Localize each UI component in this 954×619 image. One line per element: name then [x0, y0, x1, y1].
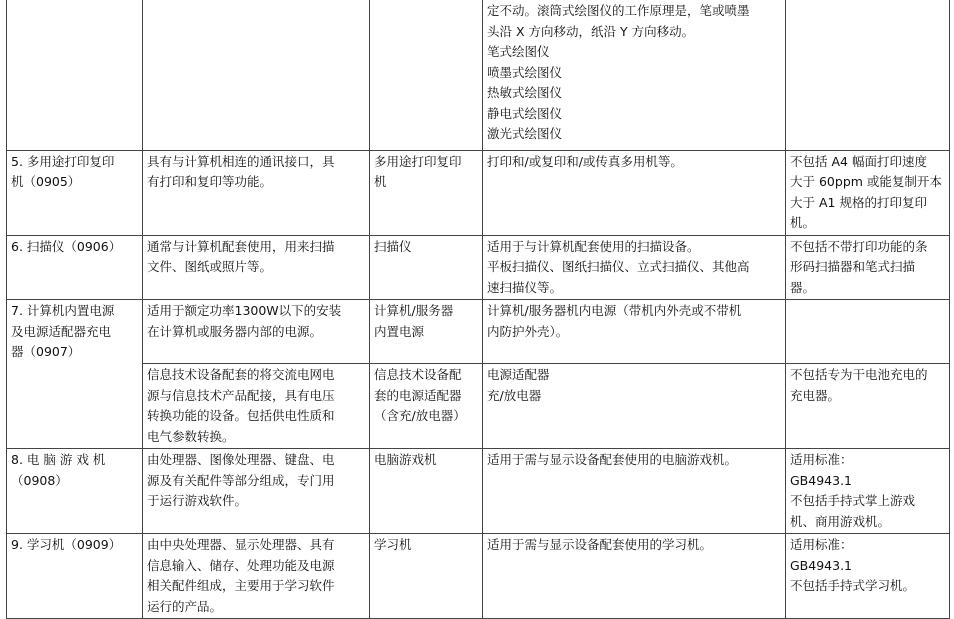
notes-cell [786, 0, 950, 150]
notes-cell [786, 534, 950, 619]
cell-text-line: 8. 电 脑 游 戏 机 [11, 452, 106, 467]
category-cell [7, 150, 143, 235]
cell-text-line: 机（0905） [11, 174, 81, 189]
cell-text-line: 电气参数转换。 [147, 428, 235, 444]
cell-text-line: 定不动。滚筒式绘图仪的工作原理是，笔或喷墨 [487, 3, 750, 18]
cell-text-line: 平板扫描仪、图纸扫描仪、立式扫描仪、其他高 [487, 259, 750, 274]
cell-text-line: 学习机 [374, 537, 412, 552]
cell-text-line: 不包括 A4 幅面打印速度 [790, 153, 927, 169]
cell-text-line: 信息技术设备配套的将交流电网电 [147, 367, 335, 382]
cell-text-line: 套的电源适配器 [374, 387, 462, 403]
cell-text-line: 机。 [790, 215, 816, 230]
cell-text-line: 扫描仪 [374, 238, 412, 254]
product-name-cell [370, 364, 483, 449]
product-name-cell [370, 235, 483, 300]
cell-text-line: 适用于额定功率1300W以下的安装 [147, 303, 342, 318]
description-cell [143, 364, 370, 449]
cell-text-line: 具有与计算机相连的通讯接口，具 [147, 153, 335, 169]
product-name-cell [370, 0, 483, 150]
cell-text-line: 适用于需与显示设备配套使用的学习机。 [487, 537, 713, 552]
cell-text-line: 适用于需与显示设备配套使用的电脑游戏机。 [487, 452, 738, 467]
cell-text-line: 文件、图纸或照片等。 [147, 259, 273, 274]
table-row [7, 0, 950, 150]
cell-text-line: 电源适配器 [487, 367, 550, 382]
category-cell [7, 0, 143, 150]
table-row [7, 150, 950, 235]
cell-text-line: 喷墨式绘图仪 [487, 64, 563, 80]
product-name-cell [370, 534, 483, 619]
cell-text-line: 不包括手持式掌上游戏 [790, 493, 916, 508]
cell-text-line: 运行的产品。 [147, 598, 223, 614]
category-cell [7, 300, 143, 364]
table-row [7, 364, 950, 449]
cell-text-line: 充电器。 [790, 387, 841, 403]
scope-cell [483, 235, 786, 300]
cell-text-line: 信息技术设备配 [374, 367, 462, 382]
cell-text-line: 形码扫描器和笔式扫描 [790, 259, 916, 274]
notes-cell [786, 235, 950, 300]
cell-text-line: 机、商用游戏机。 [790, 513, 891, 529]
notes-cell [786, 364, 950, 449]
cell-text-line: GB4943.1 [790, 472, 852, 488]
cell-text-line: 内防护外壳）。 [487, 323, 569, 339]
cell-text-line: 及电源适配器充电 [11, 323, 112, 339]
cell-text-line: 多用途打印复印 [374, 153, 462, 169]
cell-text-line: 静电式绘图仪 [487, 105, 563, 121]
cell-text-line: 有打印和复印等功能。 [147, 174, 273, 189]
cell-text-line: 适用标准： [790, 537, 853, 552]
cell-text-line: 打印和/或复印和/或传真多用机等。 [487, 153, 683, 169]
category-cell [7, 534, 143, 619]
cell-text-line: 计算机/服务器 [374, 303, 454, 318]
description-cell [143, 150, 370, 235]
cell-text-line: 不包括不带打印功能的条 [790, 238, 928, 254]
scope-cell [483, 364, 786, 449]
notes-cell [786, 300, 950, 364]
cell-text-line: 机 [374, 174, 387, 189]
description-cell [143, 235, 370, 300]
cell-text-line: 适用标准： [790, 452, 853, 467]
category-cell [7, 364, 143, 449]
description-cell [143, 0, 370, 150]
scope-cell [483, 300, 786, 364]
cell-text-line: 不包括专为干电池充电的 [790, 367, 928, 382]
cell-text-line: 内置电源 [374, 323, 425, 339]
table-row [7, 534, 950, 619]
cell-text-line: 速扫描仪等。 [487, 279, 563, 295]
table-row [7, 449, 950, 534]
description-cell [143, 449, 370, 534]
cell-text-line: 源与信息技术产品配接，具有电压 [147, 387, 335, 403]
product-name-cell [370, 300, 483, 364]
cell-text-line: 6. 扫描仪（0906） [11, 238, 122, 254]
cell-text-line: 计算机/服务器机内电源（带机内外壳或不带机 [487, 303, 742, 318]
description-cell [143, 534, 370, 619]
cell-text-line: 适用于与计算机配套使用的扫描设备。 [487, 238, 700, 254]
cell-text-line: 转换功能的设备。包括供电性质和 [147, 408, 335, 423]
cell-text-line: 充/放电器 [487, 387, 542, 403]
cell-text-line: 5. 多用途打印复印 [11, 153, 115, 169]
cell-text-line: 激光式绘图仪 [487, 126, 563, 141]
category-cell [7, 235, 143, 300]
description-cell [143, 300, 370, 364]
cell-text-line: （含充/放电器） [374, 408, 466, 423]
scope-cell [483, 150, 786, 235]
cell-text-line: 大于 60ppm 或能复制开本 [790, 174, 942, 189]
cell-text-line: 9. 学习机（0909） [11, 537, 122, 552]
cell-text-line: 在计算机或服务器内部的电源。 [147, 323, 323, 339]
cell-text-line: 7. 计算机内置电源 [11, 303, 115, 318]
cell-text-line: 大于 A1 规格的打印复印 [790, 194, 927, 210]
product-name-cell [370, 449, 483, 534]
cell-text-line: 相关配件组成，主要用于学习软件 [147, 578, 335, 593]
table-row [7, 300, 950, 364]
cell-text-line: 头沿 X 方向移动，纸沿 Y 方向移动。 [487, 23, 695, 39]
category-cell [7, 449, 143, 534]
table-row [7, 235, 950, 300]
product-catalog-table [6, 0, 950, 619]
cell-text-line: 不包括手持式学习机。 [790, 578, 916, 593]
product-name-cell [370, 150, 483, 235]
cell-text-line: 器。 [790, 279, 816, 295]
cell-text-line: 由中央处理器、显示处理器、具有 [147, 537, 335, 552]
notes-cell [786, 449, 950, 534]
cell-text-line: 信息输入、储存、处理功能及电源 [147, 557, 335, 573]
scope-cell [483, 534, 786, 619]
cell-text-line: 电脑游戏机 [374, 452, 437, 467]
scope-cell [483, 0, 786, 150]
cell-text-line: 通常与计算机配套使用，用来扫描 [147, 238, 335, 254]
cell-text-line: 热敏式绘图仪 [487, 85, 563, 100]
cell-text-line: GB4943.1 [790, 557, 852, 573]
cell-text-line: 于运行游戏软件。 [147, 493, 248, 508]
cell-text-line: 笔式绘图仪 [487, 44, 550, 59]
cell-text-line: 源及有关配件等部分组成，专门用 [147, 472, 335, 488]
cell-text-line: 由处理器、图像处理器、键盘、电 [147, 452, 335, 467]
scope-cell [483, 449, 786, 534]
notes-cell [786, 150, 950, 235]
cell-text-line: （0908） [11, 472, 68, 488]
cell-text-line: 器（0907） [11, 344, 81, 359]
